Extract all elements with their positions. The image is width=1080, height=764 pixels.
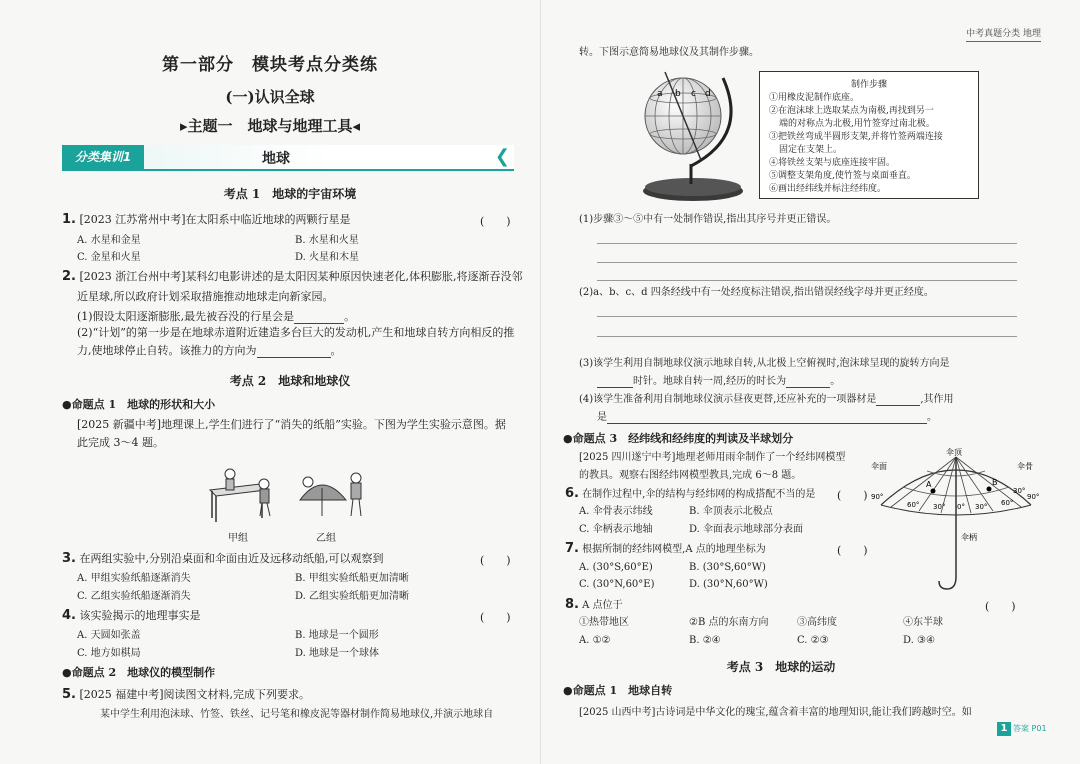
intro2-line2: 的教具。观察右图经纬网模型教具,完成 6～8 题。 xyxy=(579,470,802,481)
theme-left-mark: ▸ xyxy=(179,117,188,135)
step-5: ⑤调整支架角度,使竹签与桌面垂直。 xyxy=(769,171,916,181)
q2-stem-cont: 近星球,所以政府计划采取措施推动地球走向新家园。 xyxy=(77,290,334,303)
globe-figure xyxy=(631,66,761,206)
point-a-label: A xyxy=(926,480,932,489)
umbrella-rib-label: 伞骨 xyxy=(1017,462,1033,471)
steps-title: 制作步骤 xyxy=(850,80,887,90)
q8-item-4: ④东半球 xyxy=(903,617,943,628)
deg-90-right: 90° xyxy=(1027,493,1040,501)
r4-line1: (4)该学生准备利用自制地球仪演示昼夜更替,还应补充的一项器材是 ,其作用 xyxy=(579,394,954,405)
section-title: (一)认识全球 xyxy=(225,88,315,106)
q1-option-d: D. 火星和木星 xyxy=(295,252,360,263)
intro1-line2: 此完成 3～4 题。 xyxy=(77,436,164,449)
r4-line2: 是 。 xyxy=(597,412,937,423)
q1-option-c: C. 金星和火星 xyxy=(77,252,141,263)
intro2-line1: [2025 四川遂宁中考]地理老师用雨伞制作了一个经纬网模型 xyxy=(579,452,846,463)
umbrella-figure xyxy=(871,447,1041,597)
step-3: ③把铁丝弯成半圆形支架,并将竹签两端连接 xyxy=(769,132,943,142)
banner-title: 地球 xyxy=(262,151,290,167)
q7-option-b: B. (30°S,60°W) xyxy=(689,562,766,573)
q8-answer-paren: ( ) xyxy=(985,600,1016,613)
running-header: 中考真题分类 地理 xyxy=(966,28,1041,42)
answer-line xyxy=(597,243,1017,244)
deg-30-lat: 30° xyxy=(1013,487,1026,495)
fig1-caption-a: 甲组 xyxy=(228,533,248,544)
q7-answer-paren: ( ) xyxy=(837,544,868,557)
step-1: ①用橡皮泥制作底座。 xyxy=(769,93,860,103)
deg-30-left: 30° xyxy=(933,503,946,511)
globe-label-c: c xyxy=(691,89,696,99)
deg-60-right: 60° xyxy=(1001,499,1014,507)
q4-option-d: D. 地球是一个球体 xyxy=(295,648,380,659)
q4-stem: 4. 该实验揭示的地理事实是 xyxy=(62,608,201,623)
page-number: 1 xyxy=(997,722,1011,736)
fig1-caption-b: 乙组 xyxy=(316,533,336,544)
last-intro: [2025 山西中考]古诗词是中华文化的瑰宝,蕴含着丰富的地理知识,能让我们跨越时空。如 xyxy=(579,707,972,718)
q8-option-c: C. ②③ xyxy=(797,635,829,646)
banner-tag: 分类集训1 xyxy=(62,145,144,169)
step-2: ②在泡沫球上选取某点为南极,再找到另一 xyxy=(769,106,934,116)
q8-item-1: ①热带地区 xyxy=(579,617,629,628)
q3-option-b: B. 甲组实验纸船更加清晰 xyxy=(295,573,409,584)
answer-line xyxy=(597,336,1017,337)
answer-line xyxy=(597,262,1017,263)
q7-stem: 7. 根据所制的经纬网模型,A 点的地理坐标为 xyxy=(565,541,766,556)
bullet-icon: ● xyxy=(563,684,573,697)
kp2-title: 考点 2 地球和地球仪 xyxy=(229,374,351,388)
q6-option-a: A. 伞骨表示纬线 xyxy=(579,506,653,517)
step-6: ⑥画出经纬线并标注经纬度。 xyxy=(769,184,887,194)
r1-text: (1)步骤③～⑤中有一处制作错误,指出其序号并更正错误。 xyxy=(579,214,837,225)
q3-answer-paren: ( ) xyxy=(480,554,511,567)
q4-answer-paren: ( ) xyxy=(480,611,511,624)
theme-right-mark: ◂ xyxy=(352,117,361,135)
q2-sub2: (2)“计划”的第一步是在地球赤道附近建造多台巨大的发动机,产生和地球自转方向相反的推 xyxy=(77,326,515,339)
answer-line xyxy=(597,280,1017,281)
q8-item-2: ②B 点的东南方向 xyxy=(689,617,769,628)
kp3-title: 考点 3 地球的运动 xyxy=(726,660,836,674)
umbrella-handle-label: 伞柄 xyxy=(961,533,977,542)
deg-30-right: 30° xyxy=(975,503,988,511)
answer-ref: 答案 P01 xyxy=(1013,724,1047,733)
q2-sub1: (1)假设太阳逐渐膨胀,最先被吞没的行星会是 。 xyxy=(77,310,356,323)
q4-option-b: B. 地球是一个圆形 xyxy=(295,630,379,641)
bullet-icon: ● xyxy=(563,432,573,445)
q1-answer-paren: ( ) xyxy=(480,215,511,228)
globe-label-d: d xyxy=(705,89,711,99)
q6-stem: 6. 在制作过程中,伞的结构与经纬网的构成搭配不当的是 xyxy=(565,486,816,501)
theme-title: ▸主题一 地球与地理工具◂ xyxy=(179,117,361,135)
steps-box xyxy=(759,71,979,199)
right-page xyxy=(540,0,1080,764)
deg-90-left: 90° xyxy=(871,493,884,501)
umbrella-face-label: 伞面 xyxy=(871,462,887,471)
mt1-title: ●命题点 1 地球的形状和大小 xyxy=(62,398,216,411)
q8-item-3: ③高纬度 xyxy=(797,617,837,628)
bullet-icon: ● xyxy=(62,666,72,679)
r2-text: (2)a、b、c、d 四条经线中有一处经度标注错误,指出错误经线字母并更正经度。 xyxy=(579,287,934,298)
q3-option-a: A. 甲组实验纸船逐渐消失 xyxy=(77,573,191,584)
answer-line xyxy=(597,316,1017,317)
step-4: ④将铁丝支架与底座连接牢固。 xyxy=(769,158,896,168)
q5-cont: 转。下图示意简易地球仪及其制作步骤。 xyxy=(579,47,759,58)
kp1-title: 考点 1 地球的宇宙环境 xyxy=(223,187,357,201)
section-banner xyxy=(62,145,514,171)
q6-option-d: D. 伞面表示地球部分表面 xyxy=(689,524,804,535)
point-b-label: B xyxy=(992,478,998,487)
q1-option-b: B. 水星和火星 xyxy=(295,235,359,246)
experiment-figure xyxy=(200,460,380,532)
q3-option-c: C. 乙组实验纸船逐渐消失 xyxy=(77,591,191,602)
q7-option-d: D. (30°N,60°W) xyxy=(689,579,768,590)
q6-option-c: C. 伞柄表示地轴 xyxy=(579,524,653,535)
q8-option-d: D. ③④ xyxy=(903,635,935,646)
q8-stem: 8. A 点位于 xyxy=(565,597,623,612)
q5-material: 某中学生利用泡沫球、竹签、铁丝、记号笔和橡皮泥等器材制作简易地球仪,并演示地球自 xyxy=(100,709,494,720)
q8-option-b: B. ②④ xyxy=(689,635,721,646)
q6-option-b: B. 伞顶表示北极点 xyxy=(689,506,773,517)
deg-60-left: 60° xyxy=(907,501,920,509)
globe-label-a: a xyxy=(657,89,663,99)
bullet-icon: ● xyxy=(62,398,72,411)
q4-option-a: A. 天圆如张盖 xyxy=(77,630,141,641)
globe-label-b: b xyxy=(675,89,681,99)
mt2-title: ●命题点 2 地球仪的模型制作 xyxy=(62,666,216,679)
step-3-cont: 固定在支架上。 xyxy=(779,145,843,155)
r3-line2: 时针。地球自转一周,经历的时长为 。 xyxy=(597,375,840,388)
q3-stem: 3. 在两组实验中,分别沿桌面和伞面由近及远移动纸船,可以观察到 xyxy=(62,551,384,566)
q2-sub2-cont: 力,使地球停止自转。该推力的方向为 。 xyxy=(77,344,342,357)
q6-answer-paren: ( ) xyxy=(837,489,868,502)
part-title: 第一部分 模块考点分类练 xyxy=(162,55,378,75)
q4-option-c: C. 地方如棋局 xyxy=(77,648,141,659)
q1-option-a: A. 水星和金星 xyxy=(77,235,141,246)
q5-stem: 5. [2025 福建中考]阅读图文材料,完成下列要求。 xyxy=(62,687,311,702)
q7-option-c: C. (30°N,60°E) xyxy=(579,579,655,590)
q3-option-d: D. 乙组实验纸船更加清晰 xyxy=(295,591,410,602)
step-2-cont: 端的对称点为北极,用竹签穿过南北极。 xyxy=(779,119,935,129)
steps-list xyxy=(769,92,943,196)
mt4-title: ●命题点 1 地球自转 xyxy=(563,684,673,697)
mt3-title: ●命题点 3 经纬线和经纬度的判读及半球划分 xyxy=(563,432,794,445)
r3-line1: (3)该学生利用自制地球仪演示地球自转,从北极上空俯视时,泡沫球呈现的旋转方向是 xyxy=(579,358,950,369)
q7-option-a: A. (30°S,60°E) xyxy=(579,562,653,573)
banner-chevron-icon: ❮ xyxy=(494,146,510,167)
q8-option-a: A. ①② xyxy=(579,635,611,646)
q2-stem: 2. [2023 浙江台州中考]某科幻电影讲述的是太阳因某种原因快速老化,体积膨胀,将逐渐吞没邻 xyxy=(62,269,523,284)
q1-stem: 1. [2023 江苏常州中考]在太阳系中临近地球的两颗行星是 xyxy=(62,212,351,227)
umbrella-top-label: 伞顶 xyxy=(946,448,962,457)
deg-0: 0° xyxy=(957,503,965,511)
intro1-line1: [2025 新疆中考]地理课上,学生们进行了“消失的纸船”实验。下图为学生实验示意图。据 xyxy=(77,418,506,431)
